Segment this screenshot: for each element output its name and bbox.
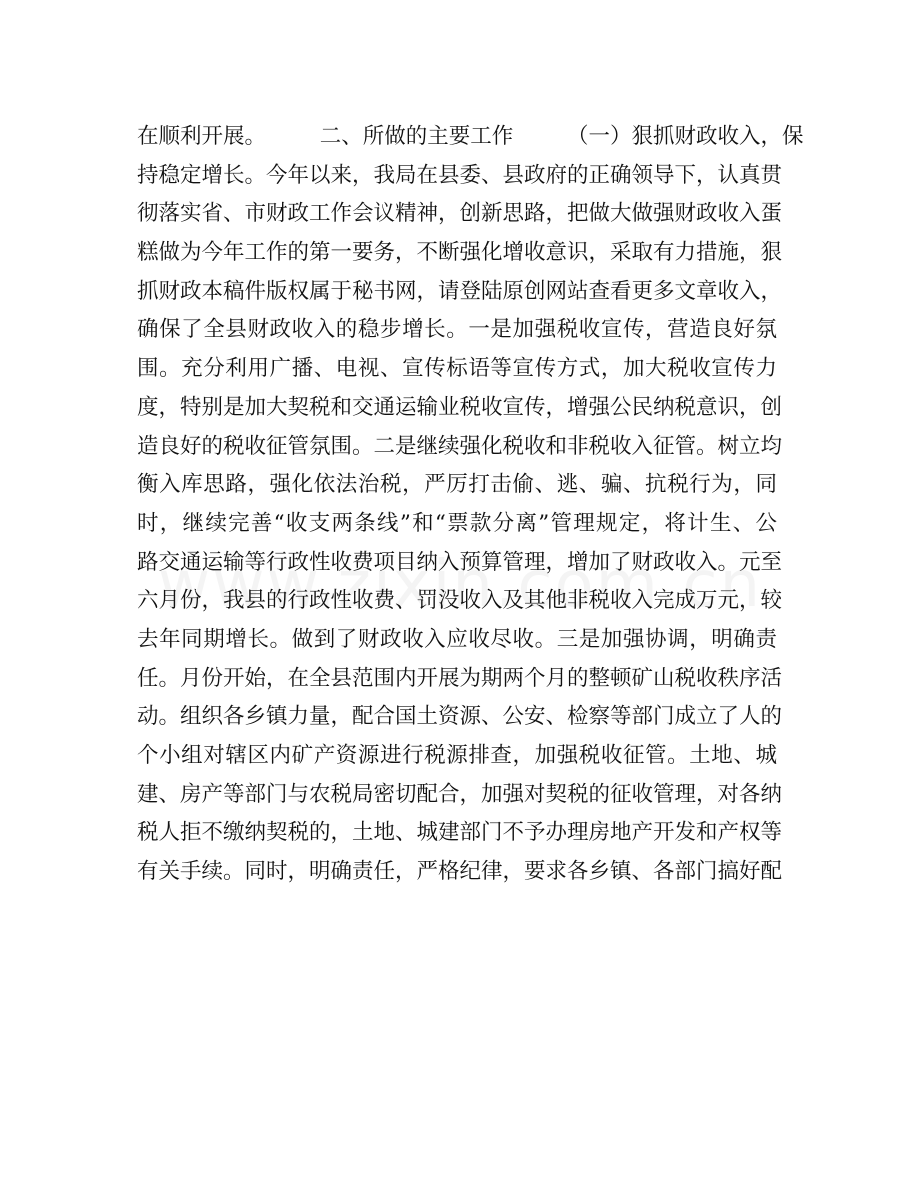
text-line: 动。组织各乡镇力量，配合国土资源、公安、检察等部门成立了人的 <box>137 704 783 730</box>
text-line: 确保了全县财政收入的稳步增长。一是加强税收宣传，营造良好氛 <box>137 317 777 343</box>
text-line: 造良好的税收征管氛围。二是继续强化税收和非税收入征管。树立均 <box>137 433 783 459</box>
text-line: 个小组对辖区内矿产资源进行税源排查，加强税收征管。土地、城 <box>137 743 777 768</box>
text-line: 衡入库思路，强化依法治税，严厉打击偷、逃、骗、抗税行为，同 <box>137 472 777 498</box>
text-line: 建、房产等部门与农税局密切配合，加强对契税的征收管理，对各纳 <box>137 781 783 807</box>
text-line: 在顺利开展。 二、所做的主要工作 （一）狠抓财政收入，保 <box>137 124 804 149</box>
text-line: 持稳定增长。今年以来，我局在县委、县政府的正确领导下，认真贯 <box>137 162 783 188</box>
text-line: 有关手续。同时，明确责任，严格纪律，要求各乡镇、各部门搞好配 <box>137 859 783 885</box>
text-line: 六月份，我县的行政性收费、罚没收入及其他非税收入完成万元，较 <box>137 588 783 614</box>
text-line: 彻落实省、市财政工作会议精神，创新思路，把做大做强财政收入蛋 <box>137 201 783 227</box>
document-body <box>137 118 804 892</box>
text-line: 糕做为今年工作的第一要务，不断强化增收意识，采取有力措施，狠 <box>137 240 783 266</box>
text-line: 抓财政本稿件版权属于秘书网，请登陆原创网站查看更多文章收入， <box>137 278 783 304</box>
text-line: 围。充分利用广播、电视、宣传标语等宣传方式，加大税收宣传力 <box>137 356 777 382</box>
text-line: 度，特别是加大契税和交通运输业税收宣传，增强公民纳税意识，创 <box>137 394 783 420</box>
text-line: 时，继续完善“收支两条线”和“票款分离”管理规定，将计生、公 <box>137 510 777 536</box>
text-line: 路交通运输等行政性收费项目纳入预算管理，增加了财政收入。元至 <box>137 549 783 575</box>
text-line: 去年同期增长。做到了财政收入应收尽收。三是加强协调，明确责 <box>137 626 777 652</box>
text-line: 税人拒不缴纳契税的，土地、城建部门不予办理房地产开发和产权等 <box>137 820 783 846</box>
text-line: 任。月份开始，在全县范围内开展为期两个月的整顿矿山税收秩序活 <box>137 665 783 691</box>
